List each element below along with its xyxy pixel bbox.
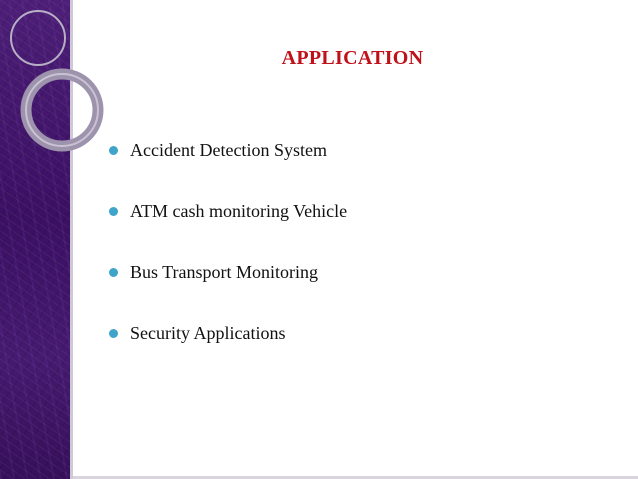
slide-title: APPLICATION [281,47,424,69]
bullet-icon [109,207,118,216]
list-item [109,138,347,162]
decorative-rings [0,0,110,170]
bullet-icon [109,146,118,155]
bullet-icon [109,268,118,277]
large-ring [11,11,65,65]
list-item-label: Accident Detection System [130,139,327,160]
bullet-icon [109,329,118,338]
list-item-label: Security Applications [130,322,286,343]
list-item [109,321,347,345]
list-item [109,260,347,284]
medium-ring-highlight [26,74,98,146]
bullet-list [109,138,347,382]
list-item [109,199,347,223]
list-item-label: ATM cash monitoring Vehicle [130,200,348,221]
list-item-label: Bus Transport Monitoring [130,261,319,282]
